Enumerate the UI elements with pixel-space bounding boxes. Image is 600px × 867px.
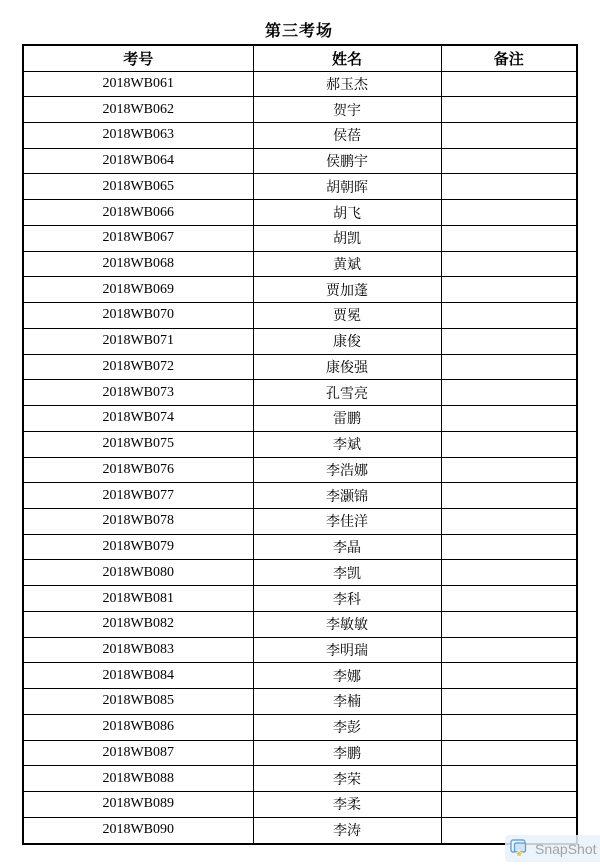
remark-cell	[441, 148, 577, 174]
name-cell: 李楠	[253, 689, 441, 715]
name-cell: 李涛	[253, 817, 441, 844]
remark-cell	[441, 766, 577, 792]
name-cell: 侯蓓	[253, 122, 441, 148]
remark-cell	[441, 714, 577, 740]
table-row	[23, 97, 577, 123]
exam-no-cell: 2018WB066	[23, 200, 253, 226]
exam-no-cell: 2018WB075	[23, 431, 253, 457]
exam-no-cell: 2018WB064	[23, 148, 253, 174]
remark-cell	[441, 328, 577, 354]
name-cell: 胡飞	[253, 200, 441, 226]
table-row	[23, 431, 577, 457]
remark-cell	[441, 611, 577, 637]
remark-cell	[441, 406, 577, 432]
remark-cell	[441, 483, 577, 509]
exam-no-cell: 2018WB079	[23, 534, 253, 560]
exam-no-cell: 2018WB085	[23, 689, 253, 715]
remark-cell	[441, 71, 577, 97]
name-cell: 李科	[253, 586, 441, 612]
name-cell: 李娜	[253, 663, 441, 689]
exam-no-cell: 2018WB062	[23, 97, 253, 123]
header-name: 姓名	[253, 45, 441, 71]
remark-cell	[441, 225, 577, 251]
table-row	[23, 328, 577, 354]
snapshot-watermark[interactable]	[505, 835, 600, 862]
remark-cell	[441, 689, 577, 715]
name-cell: 贾冕	[253, 303, 441, 329]
table-row	[23, 792, 577, 818]
remark-cell	[441, 97, 577, 123]
name-cell: 李柔	[253, 792, 441, 818]
table-row	[23, 483, 577, 509]
remark-cell	[441, 277, 577, 303]
header-remark: 备注	[441, 45, 577, 71]
table-row	[23, 71, 577, 97]
exam-no-cell: 2018WB072	[23, 354, 253, 380]
remark-cell	[441, 508, 577, 534]
remark-cell	[441, 663, 577, 689]
name-cell: 贾加蓬	[253, 277, 441, 303]
remark-cell	[441, 431, 577, 457]
exam-no-cell: 2018WB063	[23, 122, 253, 148]
table-row	[23, 817, 577, 844]
name-cell: 胡凯	[253, 225, 441, 251]
name-cell: 李彭	[253, 714, 441, 740]
exam-roster-table	[22, 44, 578, 845]
remark-cell	[441, 586, 577, 612]
name-cell: 胡朝晖	[253, 174, 441, 200]
table-row	[23, 380, 577, 406]
snapshot-windows-icon	[510, 839, 530, 858]
exam-no-cell: 2018WB090	[23, 817, 253, 844]
table-row	[23, 611, 577, 637]
name-cell: 李晶	[253, 534, 441, 560]
table-row	[23, 225, 577, 251]
table-row	[23, 714, 577, 740]
table-body	[23, 71, 577, 844]
table-row	[23, 457, 577, 483]
name-cell: 康俊	[253, 328, 441, 354]
table-row	[23, 560, 577, 586]
table-row	[23, 637, 577, 663]
name-cell: 李荣	[253, 766, 441, 792]
name-cell: 郝玉杰	[253, 71, 441, 97]
table-row	[23, 251, 577, 277]
exam-no-cell: 2018WB087	[23, 740, 253, 766]
table-row	[23, 406, 577, 432]
name-cell: 李浩娜	[253, 457, 441, 483]
exam-no-cell: 2018WB071	[23, 328, 253, 354]
name-cell: 孔雪亮	[253, 380, 441, 406]
table-row	[23, 586, 577, 612]
name-cell: 李斌	[253, 431, 441, 457]
name-cell: 李鹏	[253, 740, 441, 766]
remark-cell	[441, 740, 577, 766]
name-cell: 李灏锦	[253, 483, 441, 509]
name-cell: 李凯	[253, 560, 441, 586]
remark-cell	[441, 354, 577, 380]
table-row	[23, 689, 577, 715]
exam-no-cell: 2018WB088	[23, 766, 253, 792]
name-cell: 贺宇	[253, 97, 441, 123]
remark-cell	[441, 122, 577, 148]
name-cell: 黄斌	[253, 251, 441, 277]
remark-cell	[441, 200, 577, 226]
table-row	[23, 200, 577, 226]
name-cell: 李佳洋	[253, 508, 441, 534]
exam-no-cell: 2018WB069	[23, 277, 253, 303]
remark-cell	[441, 174, 577, 200]
table-row	[23, 122, 577, 148]
name-cell: 康俊强	[253, 354, 441, 380]
table-row	[23, 277, 577, 303]
table-row	[23, 534, 577, 560]
exam-no-cell: 2018WB080	[23, 560, 253, 586]
exam-no-cell: 2018WB078	[23, 508, 253, 534]
header-exam-no: 考号	[23, 45, 253, 71]
remark-cell	[441, 251, 577, 277]
header-row	[23, 45, 577, 71]
exam-no-cell: 2018WB067	[23, 225, 253, 251]
table-row	[23, 148, 577, 174]
remark-cell	[441, 380, 577, 406]
table-row	[23, 740, 577, 766]
exam-no-cell: 2018WB077	[23, 483, 253, 509]
exam-no-cell: 2018WB084	[23, 663, 253, 689]
name-cell: 李敏敏	[253, 611, 441, 637]
page-title: 第三考场	[264, 23, 333, 40]
table-row	[23, 508, 577, 534]
remark-cell	[441, 792, 577, 818]
exam-no-cell: 2018WB073	[23, 380, 253, 406]
exam-no-cell: 2018WB089	[23, 792, 253, 818]
exam-no-cell: 2018WB086	[23, 714, 253, 740]
snapshot-label: SnapShot	[535, 840, 597, 857]
remark-cell	[441, 303, 577, 329]
table-row	[23, 303, 577, 329]
exam-no-cell: 2018WB070	[23, 303, 253, 329]
remark-cell	[441, 534, 577, 560]
exam-no-cell: 2018WB083	[23, 637, 253, 663]
exam-no-cell: 2018WB074	[23, 406, 253, 432]
table-row	[23, 663, 577, 689]
name-cell: 侯鹏宇	[253, 148, 441, 174]
exam-no-cell: 2018WB076	[23, 457, 253, 483]
name-cell: 李明瑞	[253, 637, 441, 663]
exam-no-cell: 2018WB081	[23, 586, 253, 612]
exam-no-cell: 2018WB082	[23, 611, 253, 637]
table-row	[23, 354, 577, 380]
remark-cell	[441, 637, 577, 663]
table-row	[23, 766, 577, 792]
exam-no-cell: 2018WB065	[23, 174, 253, 200]
remark-cell	[441, 457, 577, 483]
exam-no-cell: 2018WB061	[23, 71, 253, 97]
name-cell: 雷鹏	[253, 406, 441, 432]
table-row	[23, 174, 577, 200]
remark-cell	[441, 560, 577, 586]
exam-no-cell: 2018WB068	[23, 251, 253, 277]
